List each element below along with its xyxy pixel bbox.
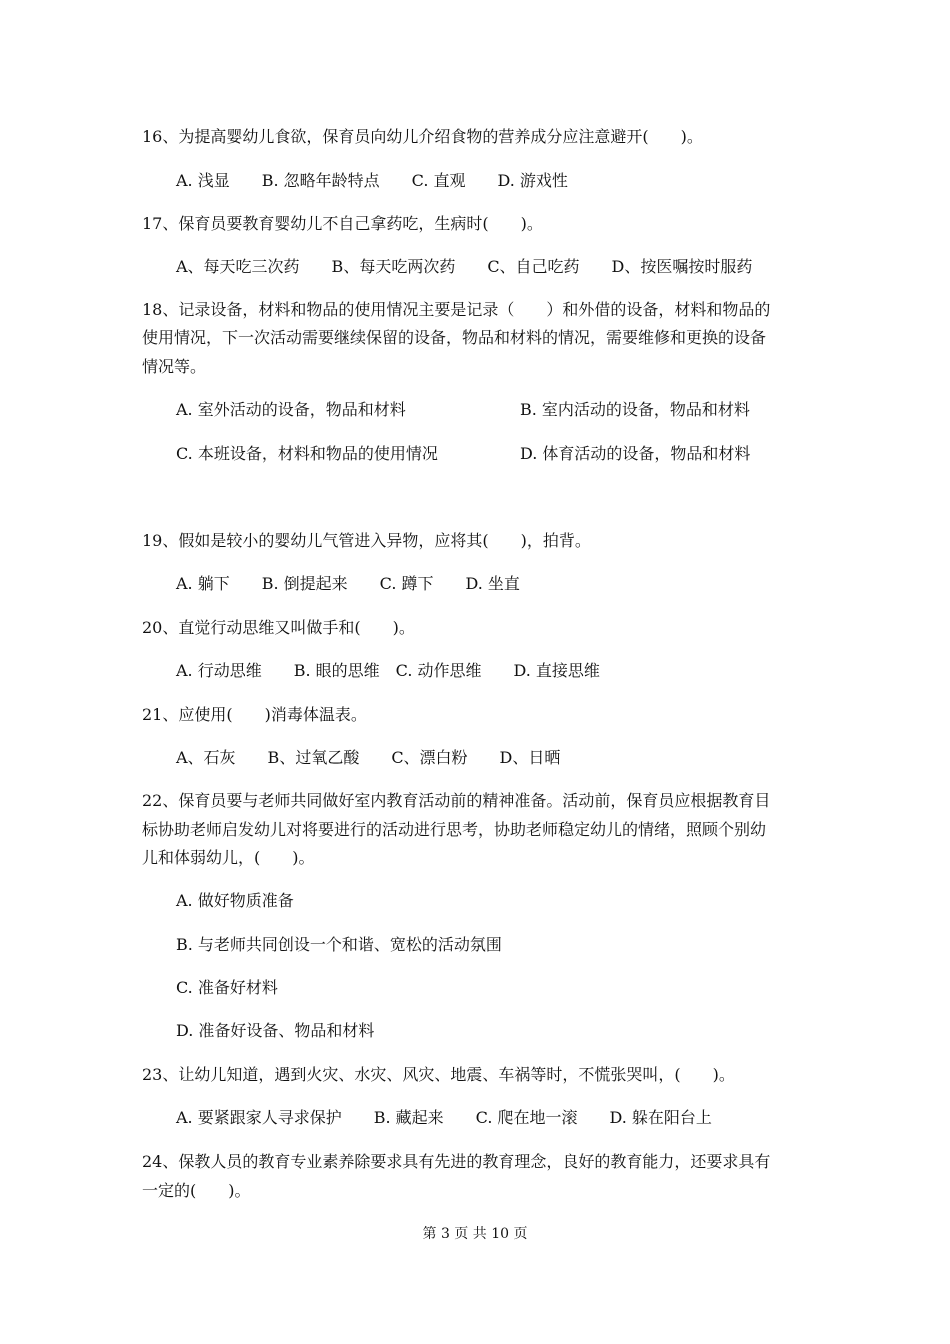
question-23: 23、让幼儿知道，遇到火灾、水灾、风灾、地震、车祸等时，不慌张哭叫，( )。 xyxy=(142,1065,735,1084)
question-22-option-a: A. 做好物质准备 xyxy=(176,891,294,910)
question-16-options: A. 浅显 B. 忽略年龄特点 C. 直观 D. 游戏性 xyxy=(176,171,568,190)
question-19-options: A. 躺下 B. 倒提起来 C. 蹲下 D. 坐直 xyxy=(176,574,520,593)
question-16: 16、为提高婴幼儿食欲，保育员向幼儿介绍食物的营养成分应注意避开( )。 xyxy=(142,127,703,146)
question-17: 17、保育员要教育婴幼儿不自己拿药吃，生病时( )。 xyxy=(142,214,543,233)
question-22-option-c: C. 准备好材料 xyxy=(176,978,278,997)
question-18-line-3: 情况等。 xyxy=(142,357,207,376)
question-17-options: A、每天吃三次药 B、每天吃两次药 C、自己吃药 D、按医嘱按时服药 xyxy=(176,257,753,276)
page-number-footer: 第 3 页 共 10 页 xyxy=(422,1226,528,1242)
question-18-option-d: D. 体育活动的设备，物品和材料 xyxy=(520,444,751,463)
question-24-line-1: 24、保教人员的教育专业素养除要求具有先进的教育理念，良好的教育能力，还要求具有 xyxy=(142,1152,771,1171)
question-23-options: A. 要紧跟家人寻求保护 B. 藏起来 C. 爬在地一滚 D. 躲在阳台上 xyxy=(176,1108,712,1127)
question-21: 21、应使用( )消毒体温表。 xyxy=(142,705,367,724)
question-22-option-d: D. 准备好设备、物品和材料 xyxy=(176,1021,375,1040)
question-19: 19、假如是较小的婴幼儿气管进入异物，应将其( )，拍背。 xyxy=(142,531,591,550)
question-22-line-3: 儿和体弱幼儿，( )。 xyxy=(142,848,315,867)
question-22-option-b: B. 与老师共同创设一个和谐、宽松的活动氛围 xyxy=(176,935,502,954)
question-22-line-2: 标协助老师启发幼儿对将要进行的活动进行思考，协助老师稳定幼儿的情绪，照顾个别幼 xyxy=(142,820,767,839)
question-18-option-c: C. 本班设备，材料和物品的使用情况 xyxy=(176,444,438,463)
question-20-options: A. 行动思维 B. 眼的思维 C. 动作思维 D. 直接思维 xyxy=(176,661,600,680)
question-18-line-1: 18、记录设备，材料和物品的使用情况主要是记录（ ）和外借的设备，材料和物品的 xyxy=(142,300,771,319)
question-18-option-a: A. 室外活动的设备，物品和材料 xyxy=(176,400,406,419)
question-18-option-b: B. 室内活动的设备，物品和材料 xyxy=(520,400,750,419)
question-24-line-2: 一定的( )。 xyxy=(142,1181,251,1200)
question-21-options: A、石灰 B、过氧乙酸 C、漂白粉 D、日晒 xyxy=(176,748,561,767)
question-22-line-1: 22、保育员要与老师共同做好室内教育活动前的精神准备。活动前，保育员应根据教育目 xyxy=(142,791,771,810)
question-20: 20、直觉行动思维又叫做手和( )。 xyxy=(142,618,415,637)
question-18-line-2: 使用情况，下一次活动需要继续保留的设备，物品和材料的情况，需要维修和更换的设备 xyxy=(142,328,767,347)
